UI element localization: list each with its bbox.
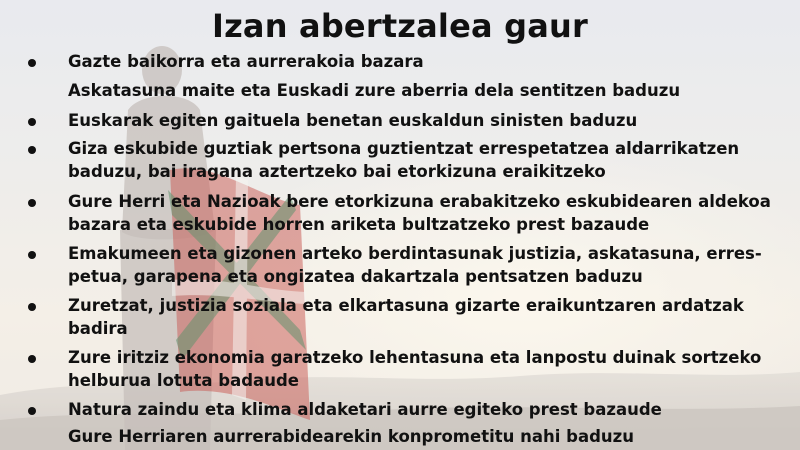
bullet-dot-icon [28, 407, 36, 415]
bullet-line-3 [22, 108, 792, 134]
bullet-line-1 [22, 49, 792, 75]
bullet-dot-icon [28, 118, 36, 126]
line-text: baduzu, bai iragana aztertzeko bai etorkizuna eraikitzeko [68, 162, 606, 181]
line-text: Emakumeen eta gizonen arteko berdintasunak justizia, askatasuna, erres- [68, 244, 762, 263]
line-text: Natura zaindu eta klima aldaketari aurre egiteko prest bazaude [68, 400, 662, 419]
line-text: Gure Herri eta Nazioak bere etorkizuna erabakitzeko eskubidearen aldekoa [68, 192, 771, 211]
slide-content [22, 0, 792, 450]
line-text: Zuretzat, justizia soziala eta elkartasuna gizarte eraikuntzaren ardatzak [68, 296, 744, 315]
bullet-dot-icon [28, 355, 36, 363]
line-text: Euskarak egiten gaituela benetan euskaldun sinisten baduzu [68, 111, 638, 130]
line-text: Askatasuna maite eta Euskadi zure aberria dela sentitzen baduzu [68, 81, 681, 100]
bullet-line-14 [22, 397, 792, 423]
continuation-line-5 [22, 159, 792, 185]
line-text: bazara eta eskubide horren ariketa bultzatzeko prest bazaude [68, 215, 650, 234]
continuation-line-7 [22, 212, 792, 238]
continuation-line-2 [22, 78, 792, 104]
bullet-dot-icon [28, 146, 36, 154]
bullet-dot-icon [28, 199, 36, 207]
line-text: Gure Herriaren aurrerabidearekin konprometitu nahi baduzu [68, 427, 634, 446]
bullet-dot-icon [28, 59, 36, 67]
bullet-dot-icon [28, 251, 36, 259]
continuation-line-11 [22, 316, 792, 342]
continuation-line-13 [22, 368, 792, 394]
line-text: Gazte baikorra eta aurrerakoia bazara [68, 52, 424, 71]
line-text: badira [68, 319, 128, 338]
bullet-dot-icon [28, 303, 36, 311]
line-text: helburua lotuta badaude [68, 371, 299, 390]
line-text: petua, garapena eta ongizatea dakartzala pentsatzen baduzu [68, 267, 643, 286]
line-text: Giza eskubide guztiak pertsona guztientzat errespetatzea aldarrikatzen [68, 139, 740, 158]
line-text: Zure iritziz ekonomia garatzeko lehentasuna eta lanpostu duinak sortzeko [68, 348, 762, 367]
continuation-line-9 [22, 264, 792, 290]
slide-title: Izan abertzalea gaur [211, 7, 588, 45]
continuation-line-15 [22, 424, 792, 450]
